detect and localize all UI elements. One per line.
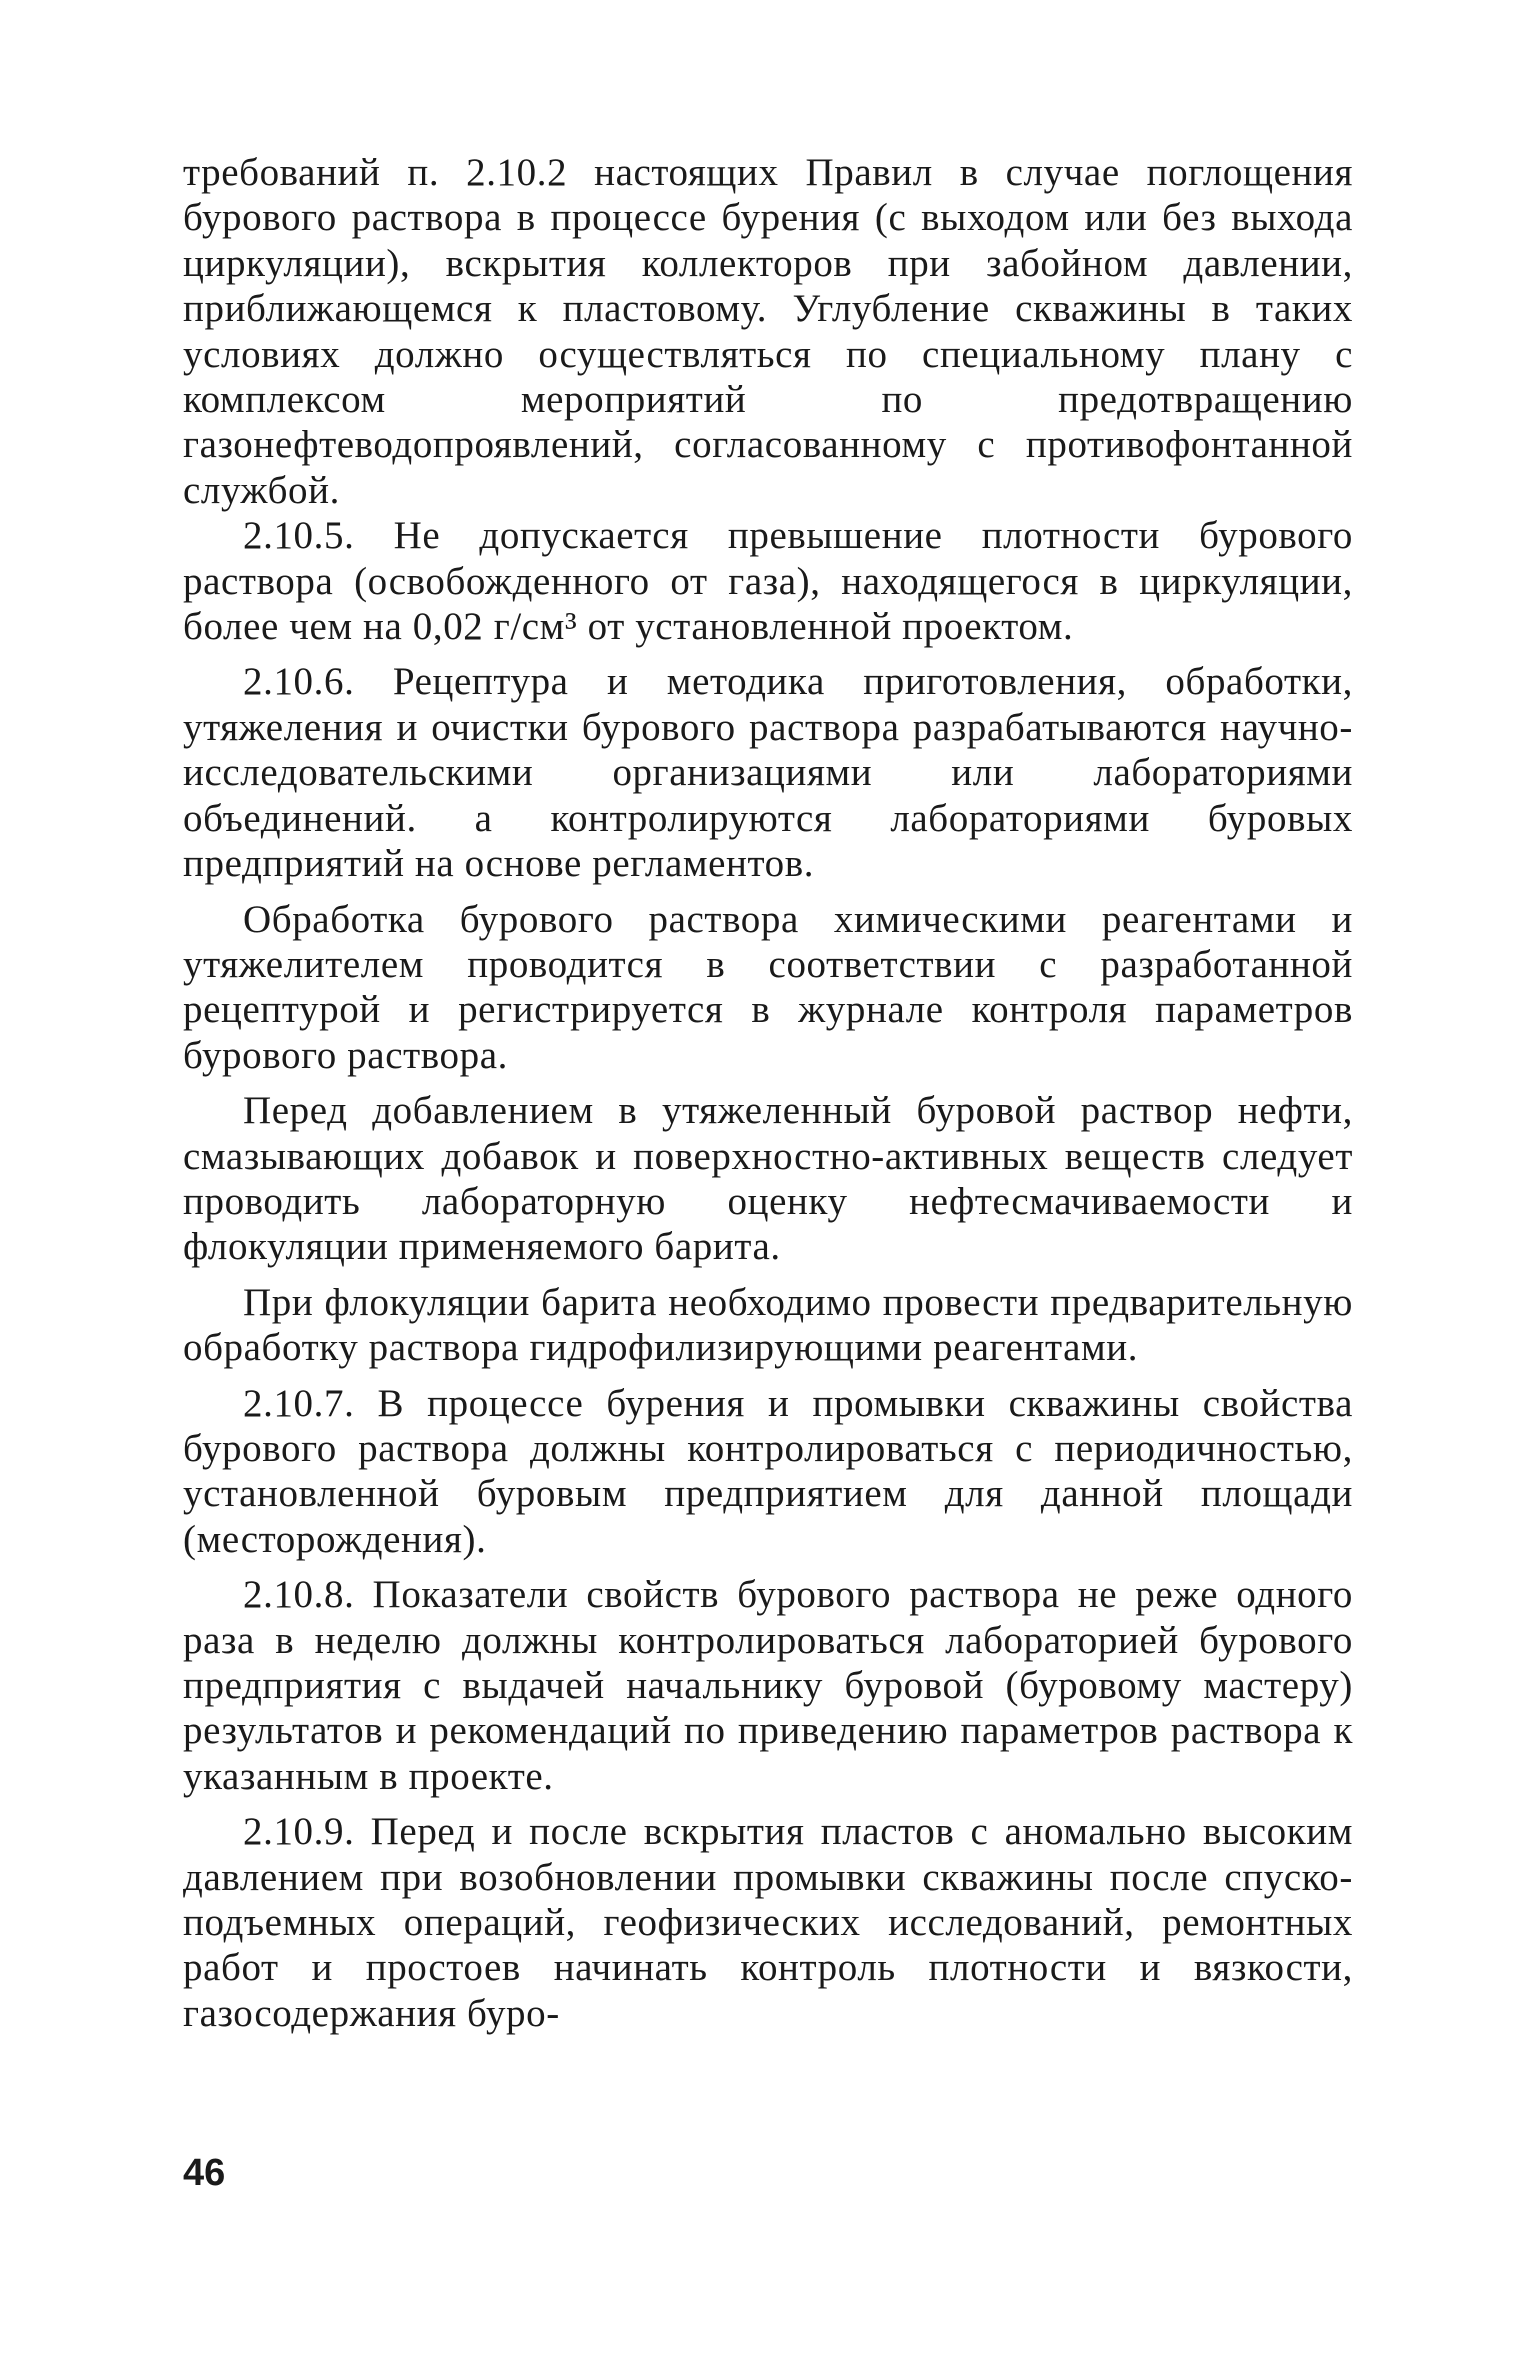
page-number: 46 xyxy=(183,2152,226,2194)
paragraph-2-10-7: 2.10.7. В процессе бурения и промывки скважины свойства бурового раствора должны контролироваться с периодичностью, установленной буровым предприятием для данной площади (месторождения). xyxy=(183,1381,1353,1561)
paragraph-2-10-9: 2.10.9. Перед и после вскрытия пластов с аномально высоким давлением при возобновлении промывки скважины после спуско-подъемных операций, геофизических исследований, ремонтных работ и простоев начинать контроль плотности и вязкости, газосодержания буро- xyxy=(183,1810,1353,2035)
paragraph-2-10-5: 2.10.5. Не допускается превышение плотности бурового раствора (освобожденного от газа), находящегося в циркуляции, более чем на 0,02 г/см³ от установленной проектом. xyxy=(183,514,1353,649)
body-text xyxy=(183,150,1353,2036)
paragraph-2-10-6: 2.10.6. Рецептура и методика приготовления, обработки, утяжеления и очистки бурового раствора разрабатываются научно-исследовательскими организациями или лабораториями объединений. а контролируются лабораториями буровых предприятий на основе регламентов. xyxy=(183,660,1353,886)
paragraph-additives: Перед добавлением в утяжеленный буровой раствор нефти, смазывающих добавок и поверхностно-активных веществ следует проводить лабораторную оценку нефтесмачиваемости и флокуляции применяемого барита. xyxy=(183,1089,1353,1269)
paragraph-flocculation: При флокуляции барита необходимо провести предварительную обработку раствора гидрофилизирующими реагентами. xyxy=(183,1280,1353,1370)
paragraph-2-10-8: 2.10.8. Показатели свойств бурового раствора не реже одного раза в неделю должны контролироваться лабораторией бурового предприятия с выдачей начальнику буровой (буровому мастеру) результатов и рекомендаций по приведению параметров раствора к указанным в проекте. xyxy=(183,1573,1353,1798)
paragraph-treatment: Обработка бурового раствора химическими реагентами и утяжелителем проводится в соответствии с разработанной рецептурой и регистрируется в журнале контроля параметров бурового раствора. xyxy=(183,897,1353,1077)
paragraph-continuation: требований п. 2.10.2 настоящих Правил в случае поглощения бурового раствора в процессе бурения (с выходом или без выхода циркуляции), вскрытия коллекторов при забойном давлении, приближающемся к пластовому. Углубление скважины в таких условиях должно осуществляться по специальному плану с комплексом мероприятий по предотвращению газонефтеводопроявлений, согласованному с противофонтанной службой. xyxy=(183,151,1353,512)
